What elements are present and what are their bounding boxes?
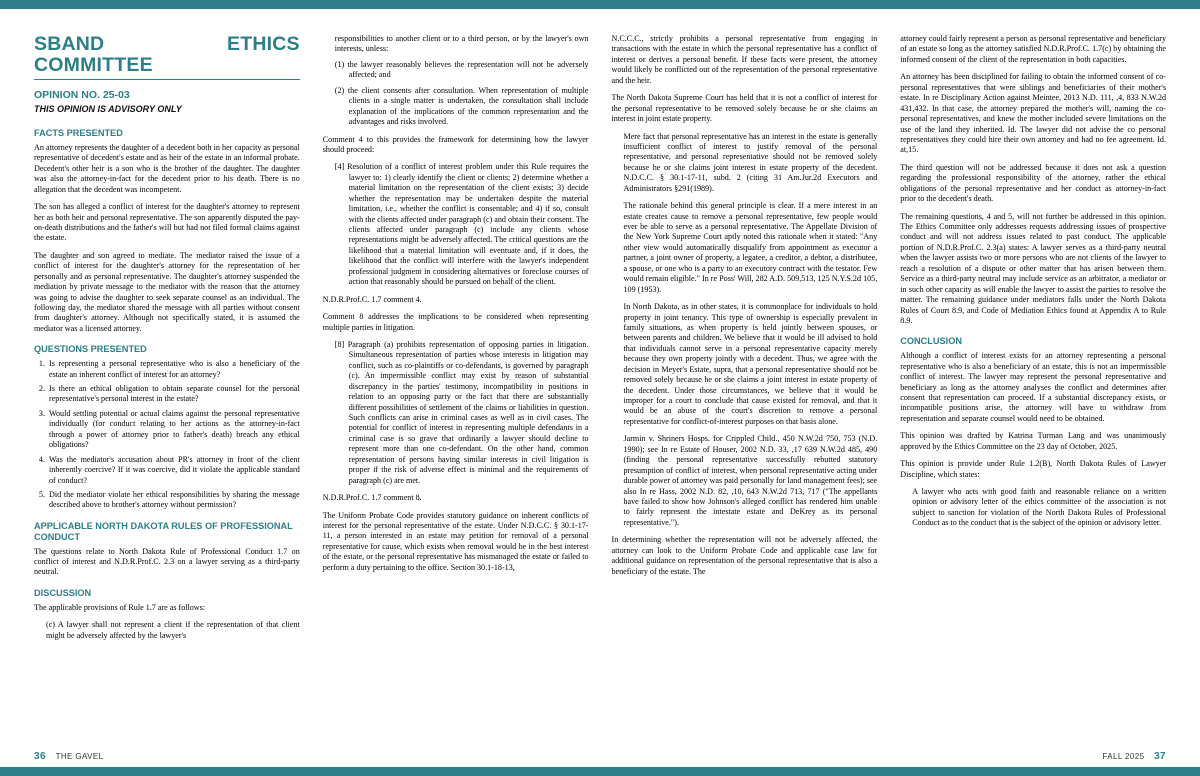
question-item: 5. Did the mediator violate her ethical responsibilities by sharing the message described above to brother's attorney without permission? <box>47 490 300 511</box>
question-item: 2. Is there an ethical obligation to obtain separate counsel for the personal representative's personal interest in the estate? <box>47 384 300 405</box>
comment-4-quote <box>335 162 589 287</box>
column-3 <box>612 34 878 732</box>
issue-label: FALL 2025 <box>1102 752 1145 761</box>
statutory-quote-text: Mere fact that personal representative has an interest in the estate is generally insufficient conflict of interest to justify removal of the personal representative, and personal representative should not be removed solely because he or she claims joint interest in estate property of the decedent. N.D.C.C. § 30.1-17-11, subd. 2 (citing 31 Am.Jur.2d Executors and Administrators §291(1989). <box>623 131 878 193</box>
rule-1-2-b-text: A lawyer who acts with good faith and reasonable reliance on a written opinion or advisory letter of the ethics committee of the association is not subject to sanction for violation of the North Dakota Rules of Professional Conduct as to the conduct that is the subject of the opinion or advisory letter. <box>912 487 1166 528</box>
statutory-quote <box>624 132 878 195</box>
opinion-number: OPINION NO. 25-03 <box>34 88 130 101</box>
discipline-paragraph: An attorney has been disciplined for failing to obtain the informed consent of co-personal representatives that were siblings and beneficiaries of their mother's estate. In re Disciplinary Action against Meintee, 2013 N.D. 111, ,4, 833 N.W.2d 431,432. In that case, the attorney prepared the mother's will, naming the co-personal representatives, and knew the mother included severe limitations on the use of the land they inherited. Id. The lawyer did not advise the co personal representatives they could hire their own attorney and had no fee agreement. Id. at,15. <box>900 72 1166 155</box>
question-item: 1. Is representing a personal representative who is also a beneficiary of the estate an inherent conflict of interest for an attorney? <box>47 359 300 380</box>
page-number-left: 36 <box>34 751 46 762</box>
rule-1-7-c-text: (c) A lawyer shall not represent a client if the representation of that client might be adversely affected by the lawyer's <box>46 620 300 640</box>
conclusion-paragraph-2: This opinion was drafted by Katrina Turman Lang and was unanimously approved by the Ethics Committee on the 23 day of October, 2025. <box>900 431 1166 451</box>
discussion-lead: The applicable provisions of Rule 1.7 are as follows: <box>34 602 206 612</box>
top-accent-rule <box>0 0 1200 9</box>
facts-paragraph-3: The daughter and son agreed to mediate. The mediator raised the issue of a conflict of interest for the daughter's attorney for the representation of her personally and as personal representative. The daughter's attorney suspended the mediation by private message to the mediator with the reason that the attorney was going to advise the daughter to seek separate counsel as an individual. The following day, the mediator shared the message with all parties without consent from daughter's attorney. Although not specifically stated, it is assumed the mediator was a licensed attorney. <box>34 250 300 333</box>
rules-paragraph: The questions relate to North Dakota Rule of Professional Conduct 1.7 on conflict of interest and N.D.R.Prof.C. 2.3 on a lawyer serving as a third-party neutral. <box>34 546 300 577</box>
conclusion-paragraph-1: Although a conflict of interest exists for an attorney representing a personal representative who is also a beneficiary of an estate, this is not an impermissible conflict of interest. The lawyer may represent the personal representative and beneficiary as long as the attorney analyses the conflict and determines after consent that representation can proceed. If a substantial discrepancy exists, or incompatible positions arise, the attorney will have to withdraw from representation and separate counsel would need to be obtained. <box>900 351 1166 423</box>
comment-4-text: [4] Resolution of a conflict of interest problem under this Rule requires the lawyer to: 1) clearly identify the client or clients; 2) determine whether a material limitation on the representation of the client exists; 3) decide whether the representation may be undertaken despite the material limitation, i.e., whether the conflict is consentable; and 4) if so, consult with the clients affected under paragraph (c) and obtain their consent. The clients affected under paragraph (c) include any clients whose representations might be adversely affected. The critical questions are the likelihood that a material limitation will eventuate and, if it does, the likelihood that the conflict will interfere with the lawyer's independent professional judgment in considering alternatives or foreclose courses of action that reasonably should be pursued on behalf of the client. <box>334 162 589 287</box>
facts-paragraph-1: An attorney represents the daughter of a decedent both in her capacity as personal representative of decedent's estate and as heir of the estate in an informal probate. Decedent's other heir is a son who is the brother of the daughter. The daughter was also the attorney-in-fact for the decedent prior to his death. There is no allegation that the decedent was incompetent. <box>34 142 300 194</box>
question-item: 3. Would settling potential or actual claims against the personal representative individually (for conduct relating to her actions as the attorney-in-fact through a power of attorney prior to father's death) breach any ethical obligations? <box>47 409 300 451</box>
rule-1-7-c-continued <box>335 34 589 128</box>
ncc-paragraph: N.C.C.C., strictly prohibits a personal representative from engaging in transactions with the estate in which the personal representative has a conflict of interest or derives a personal benefit. If these facts were present, the attorney would likely be conflicted out of the representation of the personal representative and the heir. <box>611 34 878 85</box>
column-2 <box>323 34 589 732</box>
questions-list <box>34 359 300 511</box>
section-heading-conclusion: CONCLUSION <box>900 336 963 347</box>
bottom-accent-rule <box>0 767 1200 776</box>
rule-1-7-c-item-2: (2) the client consents after consultation. When representation of multiple clients in a single matter is undertaken, the consultation shall include explanation of the implications of the common representation and the advantages and risks involved. <box>334 85 589 127</box>
supreme-court-paragraph: The North Dakota Supreme Court has held that it is not a conflict of interest for the personal representative to be removed solely because he or she claims an interest in joint estate property. <box>611 93 878 124</box>
informed-consent-paragraph: attorney could fairly represent a person as personal representative and beneficiary of an estate so long as the attorney satisfied N.D.R.Prof.C. 1.7(c) by obtaining the informed consent of the client of the representation in both capacities. <box>900 34 1166 64</box>
masthead-title: SBAND ETHICS COMMITTEE <box>34 33 300 77</box>
rationale-quote-text: The rationale behind this general principle is clear. If a mere interest in an estate creates cause to remove a personal representative, few people would ever be able to serve as a personal representative. The Appellate Division of the New York Supreme Court aptly noted this rationale when it stated: "Any other view would automatically disqualify from appointment as executor a partner, a joint owner of property, a legatee, a creditor, a debtor, a distributee, a spouse, or one who is a party to an executory contract with the testator. Few would remain eligible." In re Poss' Will, 282 A.D. 509,513, 125 N.Y.S.2d 105, 109 (1953). <box>623 201 878 294</box>
rule-1-7-c-continued-text: responsibilities to another client or to a third person, or by the lawyer's own interests, unless: <box>334 34 589 54</box>
section-heading-questions: QUESTIONS PRESENTED <box>34 344 147 355</box>
question-item: 4. Was the mediator's accusation about PR's attorney in front of the client inherently coercive? If it was coercive, did it violate the applicable standard of conduct? <box>47 455 300 486</box>
third-question-paragraph: The third question will not be addressed because it does not ask a question regarding the professional responsibility of the attorney, rather the ethical obligations of the personal representative and her conduct as attorney-in-fact prior to the decedent's death. <box>900 162 1166 204</box>
column-4 <box>900 34 1166 732</box>
joint-tenancy-quote <box>624 302 878 427</box>
rule-1-7-c-item-1: (1) the lawyer reasonably believes the representation will not be adversely affected; and <box>334 59 589 80</box>
uniform-probate-code-paragraph: The Uniform Probate Code provides statutory guidance on inherent conflicts of interest for the personal representative of the estate. Under N.D.C.C. § 30.1-17-11, a person interested in an estate may petition for removal of a personal representative for cause, which exists when removal would be in the best interest of the estate, or the personal representative has mismanaged the estate or failed to perform a duty pertaining to the office. Section 30.1-18-13, <box>322 510 589 572</box>
determination-paragraph: In determining whether the representation will not be adversely affected, the attorney can look to the Uniform Probate Code and applicable case law for additional guidance on representation of the personal representative that is also a beneficiary of the estate. The <box>611 535 878 576</box>
rationale-quote <box>624 201 878 295</box>
rule-1-7-c-quote <box>46 620 300 641</box>
footer-left <box>34 751 103 762</box>
section-heading-facts: FACTS PRESENTED <box>34 128 123 139</box>
comment-8-text: [8] Paragraph (a) prohibits representation of opposing parties in litigation. Simultaneous representation of parties whose interests in litigation may conflict, such as co-plaintiffs or co-defendants, is governed by paragraph (c). An impermissible conflict may exist by reason of substantial discrepancy in the parties' testimony, incompatibility in positions in relation to an opposing party or the fact that there are substantially different possibilities of settlement of the claims or liabilities in question. Such conflicts can arise in criminal cases as well as in civil cases. The potential for conflict of interest in representing multiple defendants in a criminal case is so grave that ordinarily a lawyer should decline to represent more than one co-defendant. On the other hand, common representation of persons having similar interests in civil litigation is proper if the risk of adverse effect is minimal and the requirements of paragraph (c) are met. <box>334 339 589 485</box>
comment-4-citation: N.D.R.Prof.C. 1.7 comment 4. <box>322 294 422 304</box>
case-citations <box>624 434 878 528</box>
footer-right <box>1102 751 1166 762</box>
section-heading-discussion: DISCUSSION <box>34 587 92 598</box>
advisory-note: THIS OPINION IS ADVISORY ONLY <box>34 104 182 115</box>
section-heading-rules: APPLICABLE NORTH DAKOTA RULES OF PROFESSIONAL CONDUCT <box>34 520 293 542</box>
conclusion-paragraph-3: This opinion is provide under Rule 1.2(B), North Dakota Rules of Lawyer Discipline, which states: <box>900 459 1166 479</box>
comment-8-lead: Comment 8 addresses the implications to be considered when representing multiple parties in litigation. <box>322 312 589 332</box>
facts-paragraph-2: The son has alleged a conflict of interest for the daughter's attorney to represent her as both heir and personal representative. The son apparently disputed the pay-on-death distributions and the father's will but had not filed formal claims against the estate. <box>34 202 300 243</box>
joint-tenancy-quote-text: In North Dakota, as in other states, it is commonplace for individuals to hold property in joint tenancy. This type of ownership is especially prevalent in family situations, as when property is held jointly between spouses, or between parents and children. We believe that it would be ill advised to hold that individuals cannot serve in a personal representative capacity merely because they own property jointly with a decedent. Thus, we agree with the decision in Meyer's Estate, supra, that a personal representative should not be removed solely because he or she claims a joint interest in estate property of the decedent. Under those circumstances, we believe that it would be improper for a court to conclude that cause existed for removal, and that it would be an abuse of the court's discretion to remove a personal representative for conflict-of-interest purposes on that basis alone. <box>623 302 878 426</box>
article-columns <box>34 34 1166 732</box>
comment-4-lead: Comment 4 to this provides the framework for determining how the lawyer should proceed: <box>322 134 589 154</box>
remaining-questions-paragraph: The remaining questions, 4 and 5, will not further be addressed in this opinion. The Ethics Committee only addresses requests addressing issues of prospective conduct and will not address issues related to past conduct. The applicable portion of N.D.R.Prof.C. 2.3(a) states: A lawyer serves as a third-party neutral when the lawyer assists two or more persons who are not clients of the lawyer to reach a resolution of a dispute or other matter that has arisen between them. Service as a third-party neutral may include service as an arbitrator, a mediator or in such other capacity as will enable the lawyer to assist the parties to resolve the matter. The remaining guidance under mediators falls under the North Dakota Rules of Court 8.9, and Code of Mediation Ethics found at Appendix A to Rule 8.9. <box>900 211 1166 325</box>
comment-8-quote <box>335 340 589 486</box>
comment-8-citation: N.D.R.Prof.C. 1.7 comment 8. <box>322 493 422 503</box>
publication-name: THE GAVEL <box>55 752 104 761</box>
page-number-right: 37 <box>1154 751 1166 762</box>
case-citations-text: Jarmin v. Shriners Hosps. for Crippled Child., 450 N.W.2d 750, 753 (N.D. 1990); see In re Estate of Houser, 2002 N.D. 33, ,17 639 N.W.2d 485, 490 (finding the personal representative successfully rebutted statutory presumption of conflict of interest, when personal representative acting under durable power of attorney was paid personally for land management fees); see also In re Hass, 2002 N.D. 82, ,10, 643 N.W.2d 713, 717 ("The appellants have failed to show how Johnson's alleged conflict has rendered him unable to fairly represent the intestate estate and DeKrey as its personal representative."). <box>623 434 878 527</box>
column-1 <box>34 34 300 732</box>
rule-1-2-b-quote <box>912 487 1166 529</box>
masthead-divider <box>34 79 300 80</box>
